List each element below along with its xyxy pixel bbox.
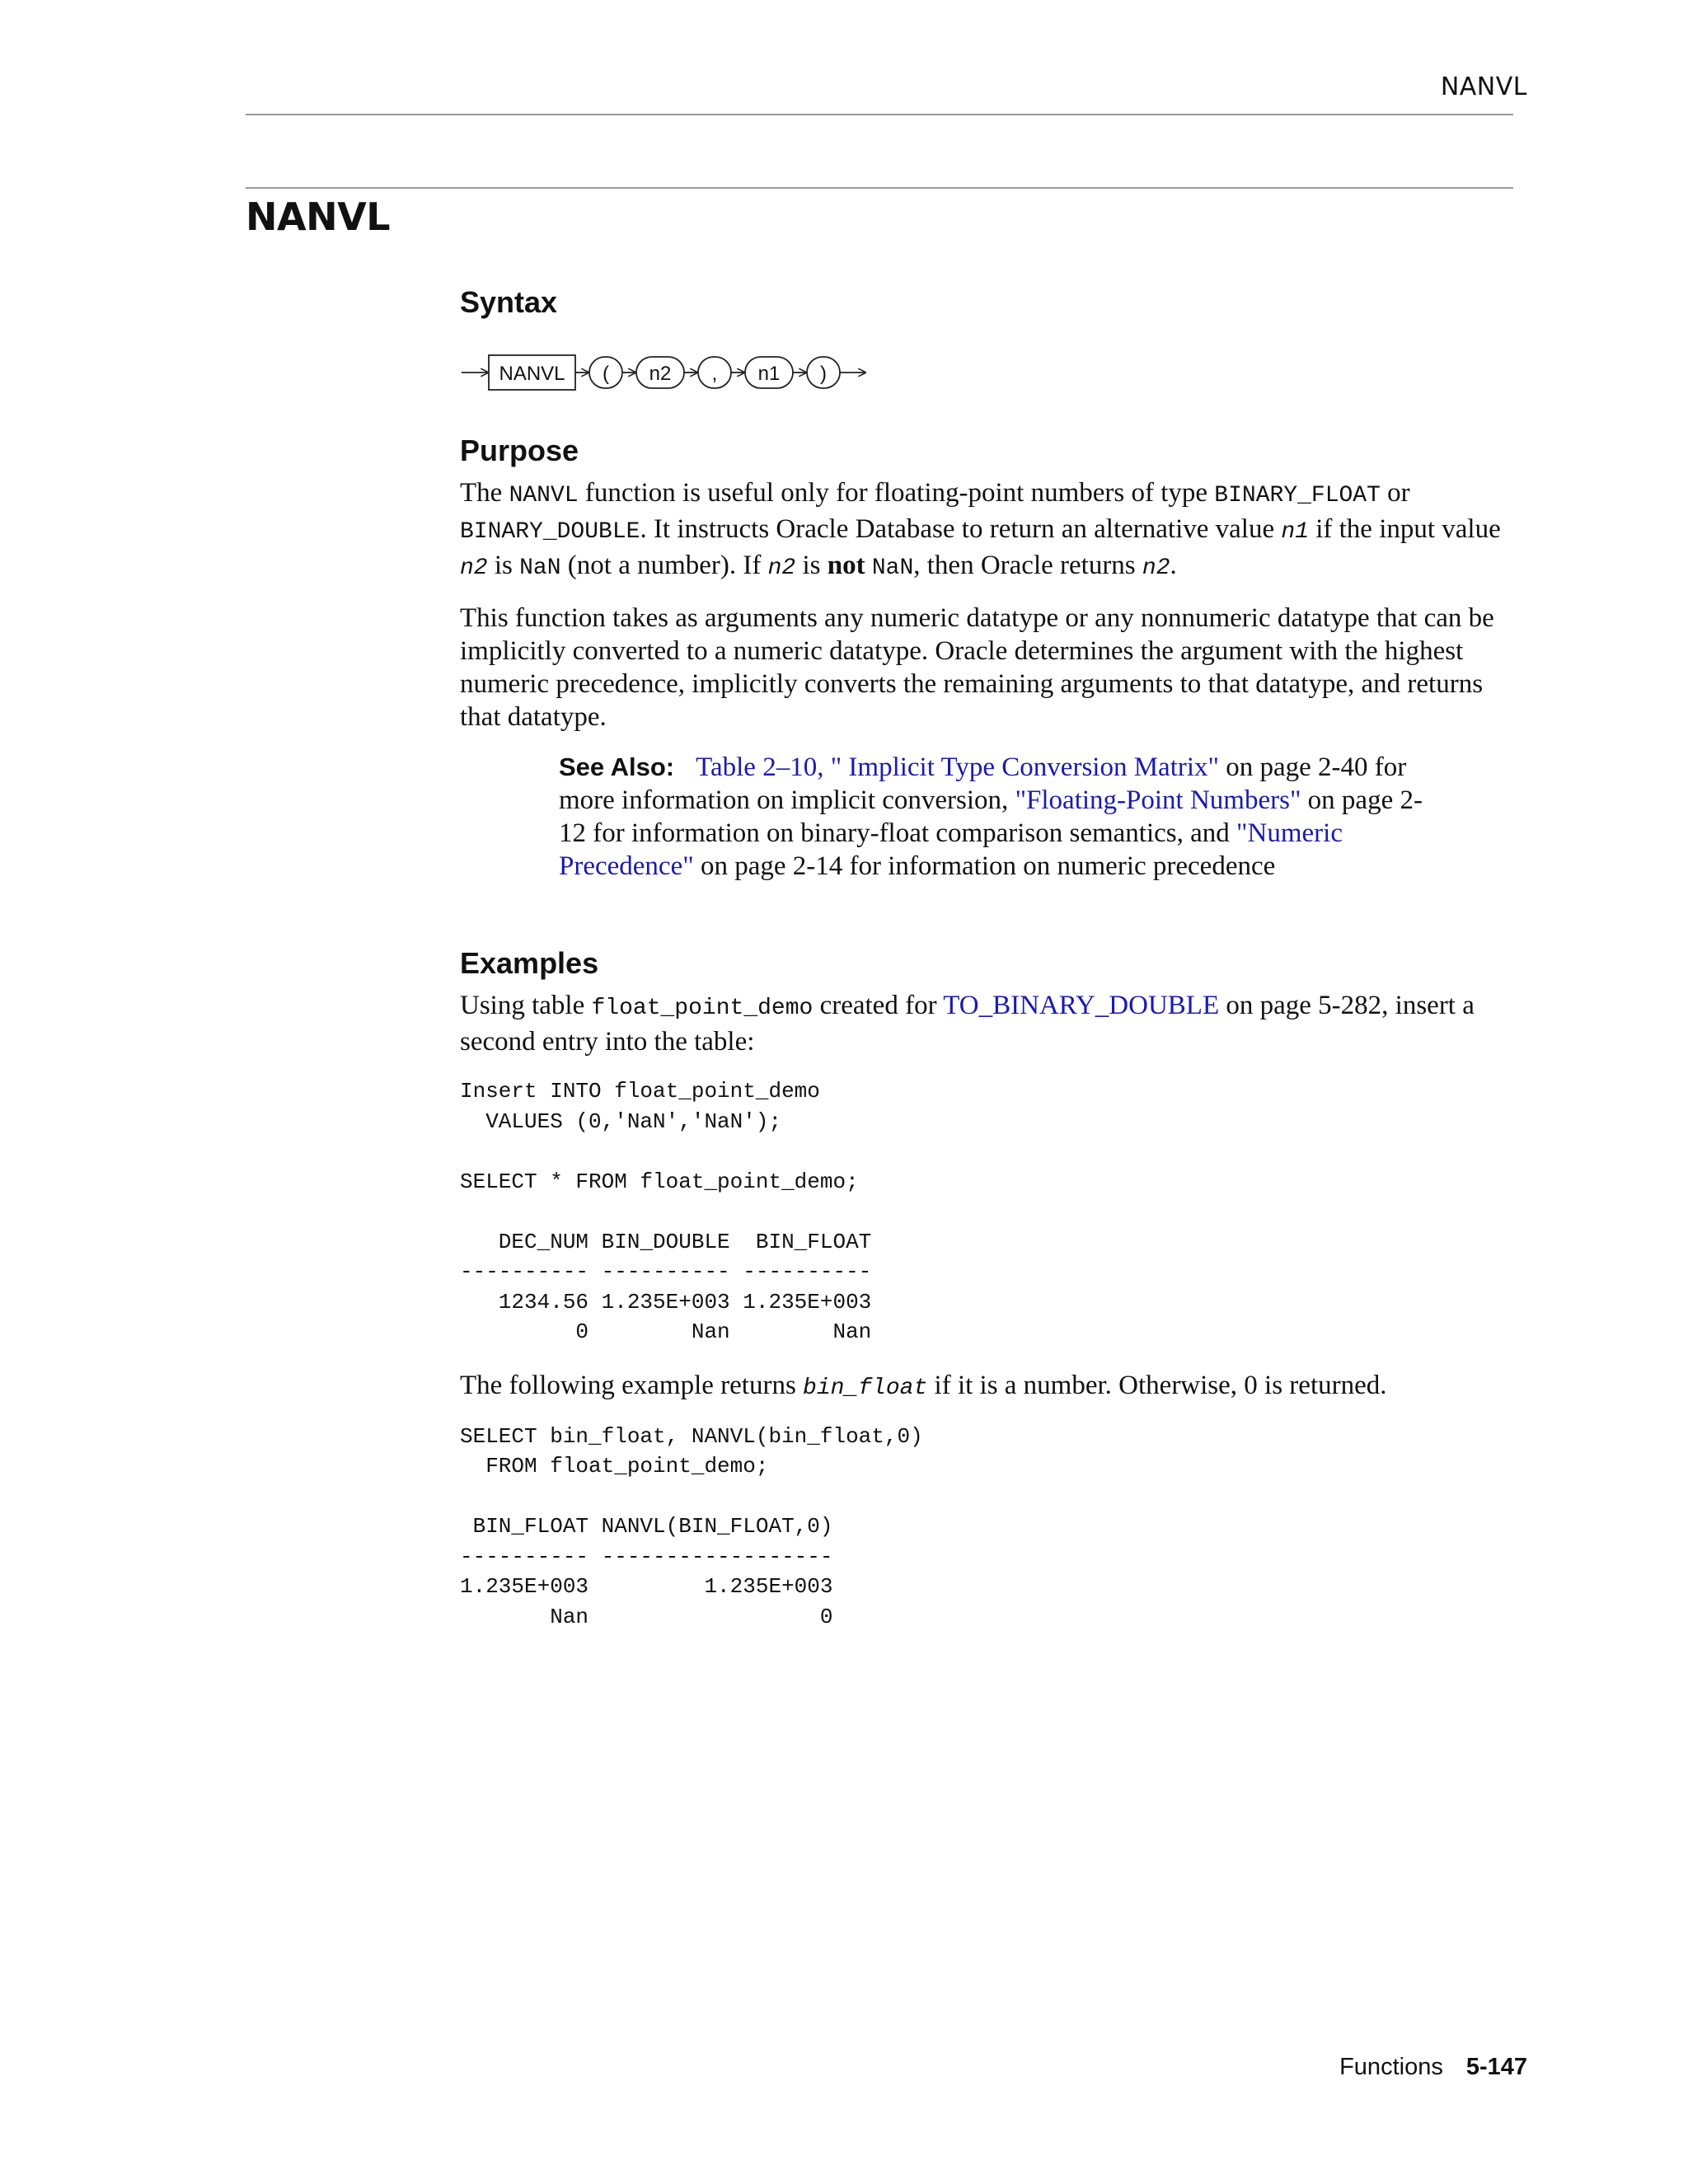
text-run: on page 2-14 for information on numeric precedence [693,851,1276,881]
syntax-comma: , [711,363,718,385]
text-run: is [487,551,520,580]
text-run: Using table [460,991,592,1020]
examples-intro [460,989,1513,1058]
purpose-paragraph-1 [460,476,1513,585]
link-implicit-type-conversion-matrix[interactable]: Table 2–10, " Implicit Type Conversion Matrix" [696,752,1219,782]
text-run: is [795,551,828,580]
syntax-close-paren: ) [820,363,827,385]
text-run [865,551,872,580]
inline-code: BINARY_DOUBLE [460,519,640,545]
inline-code: BINARY_FLOAT [1214,483,1381,509]
syntax-open-paren: ( [603,363,609,385]
link-to-binary-double[interactable]: TO_BINARY_DOUBLE [943,991,1220,1020]
syntax-keyword: NANVL [499,363,565,385]
inline-code-italic: n2 [1142,555,1170,581]
code-block-insert-select: Insert INTO float_point_demo VALUES (0,'NaN','NaN'); SELECT * FROM float_point_demo; DEC_NUM BIN_DOUBLE BIN_FLOAT ---------- ---------- ---------- 1234.56 1.235E+003 1.235E+003 0 Nan Nan [460,1079,872,1344]
link-floating-point-numbers[interactable]: "Floating-Point Numbers" [1015,785,1301,815]
syntax-diagram [460,350,872,395]
bold-text: not [827,551,865,580]
text-run: or [1380,478,1410,508]
text-run: . [1170,551,1177,580]
text-run: on page 5-282, insert a second entry into the table: [460,991,1475,1057]
inline-code: NaN [519,555,561,581]
text-run: on page 2-12 for information on binary-float comparison semantics, and [559,785,1423,848]
text-run: if it is a number. Otherwise, 0 is returned. [927,1370,1387,1400]
inline-code: NaN [871,555,914,581]
code-block-nanvl-query: SELECT bin_float, NANVL(bin_float,0) FROM float_point_demo; BIN_FLOAT NANVL(BIN_FLOAT,0) ---------- ------------------ 1.235E+003 1.235E+003 Nan 0 [460,1423,923,1629]
syntax-heading: Syntax [460,285,558,319]
title-rule [246,187,1513,189]
examples-section [460,946,1513,1632]
text-run: . It instructs Oracle Database to return an alternative value [640,514,1282,544]
text-run: (not a number). If [560,551,768,580]
syntax-arg2: n1 [757,363,781,385]
page-title: NANVL [246,194,391,239]
purpose-paragraph-2: This function takes as arguments any numeric datatype or any nonnumeric datatype that can be implicitly converted to a numeric datatype. Oracle determines the argument with the highest numeric precedence, implicitly converts the remaining arguments to that datatype, and returns that datatype. [460,603,1494,732]
see-also-note [559,751,1424,883]
purpose-heading: Purpose [460,434,579,467]
text-run: function is useful only for floating-point numbers of type [578,478,1215,508]
inline-code: NANVL [509,483,579,509]
examples-middle-text [460,1369,1513,1405]
inline-code-italic: n2 [767,555,796,581]
syntax-section [460,285,1513,320]
page-footer [1339,2054,1527,2081]
see-also-label: See Also: [559,752,675,781]
footer-section: Functions [1339,2054,1443,2080]
inline-code: float_point_demo [591,996,814,1021]
inline-code-italic: n1 [1281,519,1309,545]
purpose-section [460,434,1513,733]
inline-code-italic: n2 [460,555,488,581]
text-run: on page 2-40 for more information on implicit conversion, [559,752,1407,815]
text-run: The [460,478,509,508]
syntax-arg1: n2 [649,363,672,385]
footer-page-number: 5-147 [1465,2054,1527,2080]
running-header: NANVL [1440,73,1527,101]
text-run: , then Oracle returns [913,551,1142,580]
inline-code-italic: bin_float [803,1375,928,1401]
examples-heading: Examples [460,946,599,980]
link-numeric-precedence[interactable]: "Numeric Precedence" [559,818,1343,881]
header-rule [246,114,1513,115]
text-run: if the input value [1308,514,1501,544]
text-run: created for [813,991,944,1020]
text-run: The following example returns [460,1370,804,1400]
